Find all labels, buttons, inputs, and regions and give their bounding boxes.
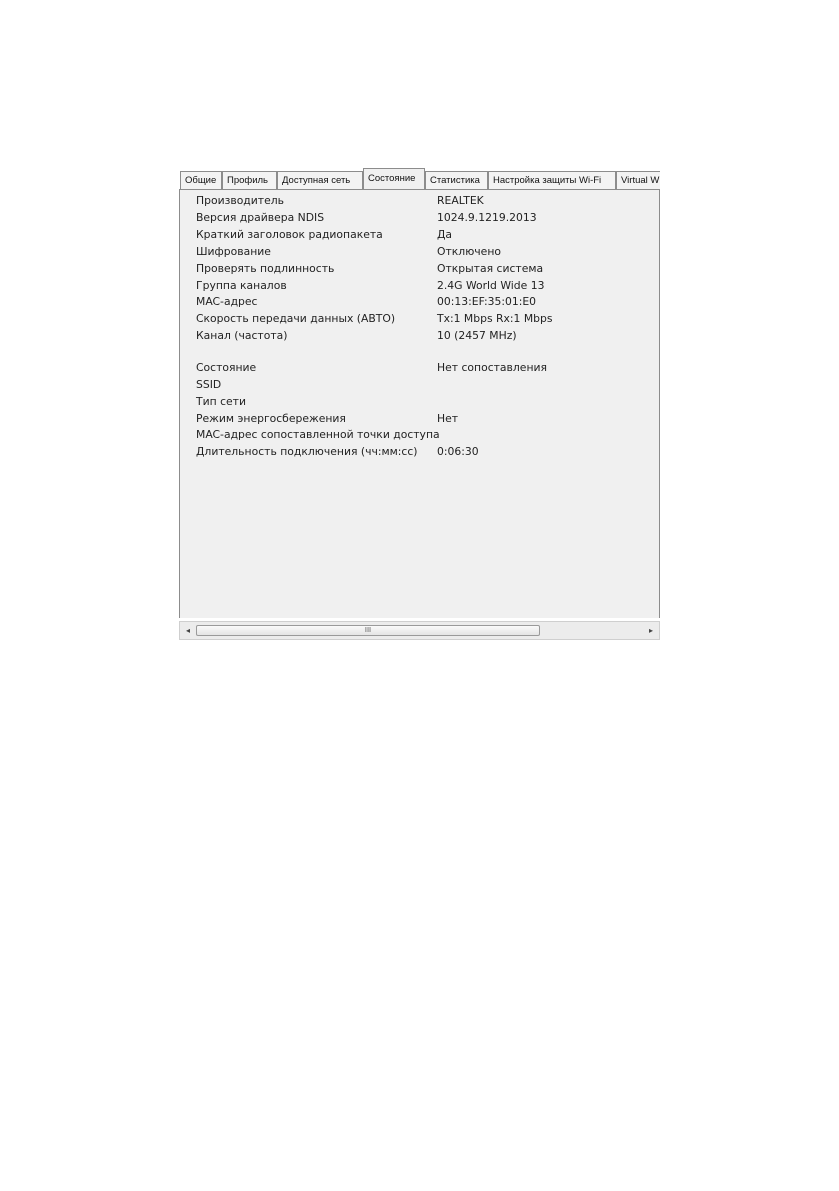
tab-status[interactable]: Состояние [363,168,425,190]
info-label: Состояние [196,361,257,374]
info-value: 0:06:30 [437,445,479,458]
scroll-left-icon[interactable]: ◂ [185,626,190,635]
scrollbar-thumb[interactable] [196,625,540,636]
info-label: Группа каналов [196,279,287,292]
info-label: Режим энергосбережения [196,412,346,425]
info-value: 00:13:EF:35:01:E0 [437,295,537,308]
tab-bar [179,168,660,190]
info-label: SSID [196,378,222,391]
tab-profile[interactable]: Профиль [222,171,277,189]
tab-statistics[interactable]: Статистика [425,171,488,189]
status-panel [179,168,660,643]
info-value: Tx:1 Mbps Rx:1 Mbps [437,312,553,325]
info-label: Краткий заголовок радиопакета [196,228,383,241]
info-value: Да [437,228,453,241]
tab-virtual-wifi[interactable]: Virtual W [616,171,660,189]
info-value: Открытая система [437,262,544,275]
status-content [179,190,660,618]
info-label: Канал (частота) [196,329,288,342]
info-label: Тип сети [196,395,246,408]
info-label: Шифрование [196,245,271,258]
info-label: MAC-адрес [196,295,258,308]
info-value: Отключено [437,245,501,258]
info-value: 1024.9.1219.2013 [437,211,537,224]
info-value: REALTEK [437,194,484,207]
info-label: Версия драйвера NDIS [196,211,325,224]
info-label: MAC-адрес сопоставленной точки доступа [196,428,440,441]
tab-wifi-protection[interactable]: Настройка защиты Wi-Fi [488,171,616,189]
info-value: Нет [437,412,459,425]
info-label: Длительность подключения (чч:мм:сс) [196,445,418,458]
scroll-right-icon[interactable]: ▸ [648,626,653,635]
info-label: Проверять подлинность [196,262,335,275]
info-value: Нет сопоставления [437,361,548,374]
tab-general[interactable]: Общие [180,171,222,189]
tab-available-network[interactable]: Доступная сеть [277,171,363,189]
horizontal-scrollbar[interactable] [179,621,660,640]
grip-icon: III [364,626,372,634]
info-label: Производитель [196,194,284,207]
info-label: Скорость передачи данных (АВТО) [196,312,396,325]
info-value: 10 (2457 MHz) [437,329,517,342]
info-value: 2.4G World Wide 13 [437,279,545,292]
